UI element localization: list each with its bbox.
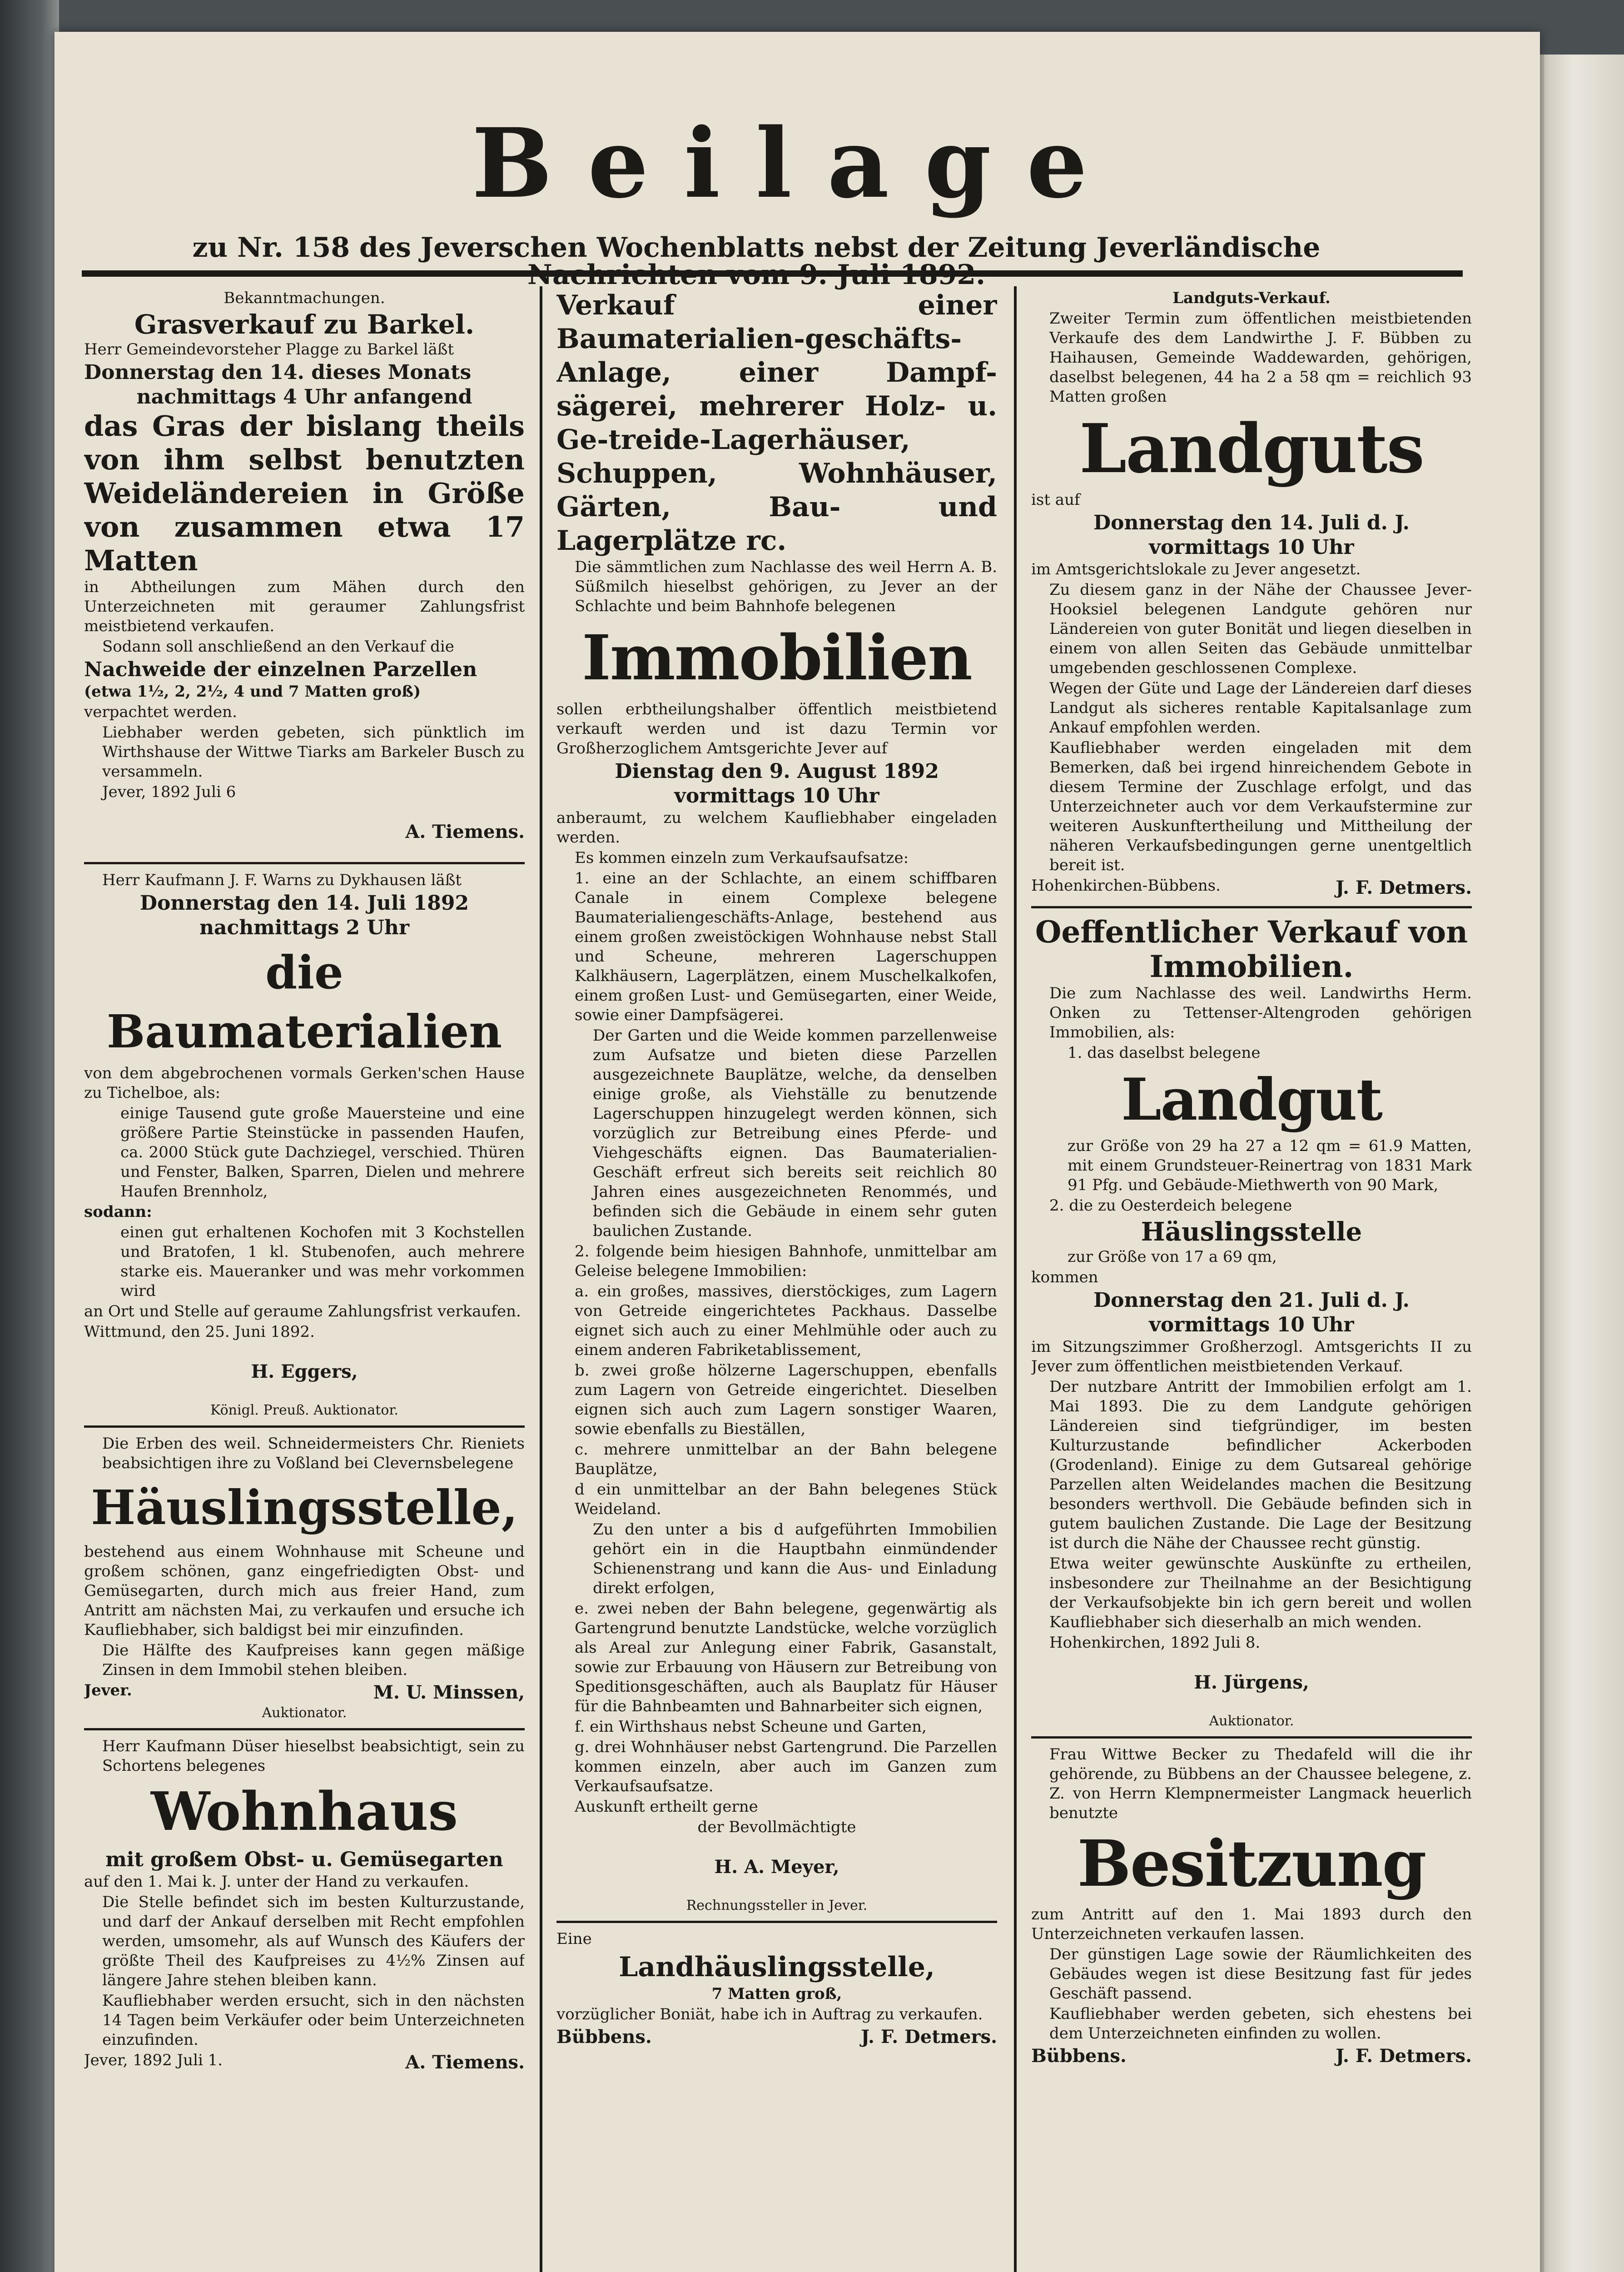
- ad-place-date: Jever, 1892 Juli 6: [102, 783, 236, 801]
- ad-big-title: Wohnhaus: [150, 1781, 458, 1843]
- ad-text: Zu diesem ganz in der Nähe der Chaussee Jever-Hooksiel belegenen Landgute gehören nur Ländereien von guter Bonität und liegen dieselben in einem von allen Seiten das Gebäude unmittelbar umgebenden geschlossenen Complexe.: [1049, 581, 1472, 677]
- ad-separator: [84, 1425, 525, 1428]
- ad-signature: A. Tiemens.: [405, 821, 525, 842]
- ad-besitzung: [1031, 1745, 1472, 2068]
- ad-signature-title: Auktionator.: [1209, 1713, 1294, 1729]
- ad-text: von dem abgebrochenen vormals Gerken'schen Hause zu Tichelboe, als:: [84, 1064, 525, 1102]
- ad-text: Die sämmtlichen zum Nachlasse des weil Herrn A. B. Süßmilch hieselbst gehörigen, zu Jever an der Schlachte und beim Bahnhofe belegenen: [575, 558, 997, 615]
- ad-text: Kaufliebhaber werden ersucht, sich in den nächsten 14 Tagen beim Verkäufer oder beim Unterzeichneten einzufinden.: [102, 1992, 525, 2049]
- ad-signature-line: [1031, 2044, 1472, 2068]
- ad-text: sodann:: [84, 1203, 152, 1221]
- ad-text: auf den 1. Mai k. J. unter der Hand zu verkaufen.: [84, 1873, 469, 1891]
- ad-text: in Abtheilungen zum Mähen durch den Unterzeichneten mit geraumer Zahlungsfrist meistbietend verkaufen.: [84, 578, 525, 635]
- newspaper-page: [55, 32, 1540, 2272]
- ad-immobilien-suessmilch: [556, 289, 997, 1914]
- masthead-title: Beilage: [472, 107, 1123, 219]
- ad-signature-title: Königl. Preuß. Auktionator.: [210, 1402, 398, 1418]
- ad-kicker: Landguts-Verkauf.: [1172, 289, 1331, 307]
- ad-text: Die Erben des weil. Schneidermeisters Chr. Rieniets beabsichtigen ihre zu Voßland bei Clevernsbelegene: [102, 1435, 525, 1472]
- ad-signature-line: [84, 2051, 525, 2074]
- ad-text: verpachtet werden.: [84, 703, 237, 721]
- ad-subtitle: Häuslingsstelle: [1141, 1217, 1362, 1247]
- ad-text: anberaumt, zu welchem Kaufliebhaber eingeladen werden.: [556, 809, 997, 847]
- ad-kicker: Eine: [556, 1930, 592, 1948]
- ad-list-item: d ein unmittelbar an der Bahn belegenes Stück Weideland.: [575, 1480, 997, 1518]
- ad-big-title: Besitzung: [1077, 1827, 1426, 1901]
- ad-landhaeuslingsstelle: [556, 1929, 997, 2049]
- ad-text: Herr Gemeindevorsteher Plagge zu Barkel läßt: [84, 340, 454, 359]
- ad-text: Die zum Nachlasse des weil. Landwirths Herm. Onken zu Tettenser-Altengroden gehörigen Immobilien, als:: [1049, 984, 1472, 1041]
- ad-list-item: a. ein großes, massives, dierstöckiges, zum Lagern von Getreide eingerichtetes Packhaus. Dasselbe eignet sich auch zu einer Mehlmühle oder auch zu einem anderen Fabriketablissement,: [575, 1282, 997, 1359]
- ad-place-date: Wittmund, den 25. Juni 1892.: [84, 1323, 315, 1341]
- column-1: [84, 289, 525, 2270]
- ad-time: vormittags 10 Uhr: [1149, 536, 1354, 559]
- ad-text: der Bevollmächtigte: [697, 1818, 856, 1836]
- ad-place: Jever.: [84, 1681, 132, 1699]
- column-divider-2: [1014, 286, 1017, 2272]
- ad-place: Hohenkirchen-Bübbens.: [1031, 877, 1221, 895]
- ad-text: im Sitzungszimmer Großherzogl. Amtsgerichts II zu Jever zum öffentlichen meistbietenden Verkauf.: [1031, 1338, 1472, 1375]
- ad-landguts-verkauf: [1031, 289, 1472, 900]
- ad-big-title: Landguts: [1079, 409, 1424, 488]
- ad-place-date: Hohenkirchen, 1892 Juli 8.: [1049, 1634, 1261, 1652]
- ad-text: Die Hälfte des Kaufpreises kann gegen mäßige Zinsen in dem Immobil stehen bleiben.: [102, 1641, 525, 1679]
- ad-text: Etwa weiter gewünschte Auskünfte zu ertheilen, insbesondere zur Theilnahme an der Besichtigung der Verkaufsobjekte bin ich gern bereit und wollen Kaufliebhaber sich dieserhalb an mich wenden.: [1049, 1555, 1472, 1631]
- ad-text: ist auf: [1031, 491, 1080, 509]
- ad-big-title: Landgut: [1121, 1066, 1382, 1133]
- ad-text: Es kommen einzeln zum Verkaufsaufsatze:: [575, 849, 909, 867]
- ad-place: Bübbens.: [556, 2026, 652, 2048]
- ad-signature: M. U. Minssen,: [373, 1682, 525, 1703]
- ad-signature-title: Auktionator.: [262, 1705, 347, 1721]
- ad-separator: [556, 1921, 997, 1923]
- ad-text: bestehend aus einem Wohnhause mit Scheune und großem schönen, ganz eingefriedigten Obst- und Gemüsegarten, durch mich aus freier Hand, zum Antritt am nächsten Mai, zu verkaufen und ersuche ich Kaufliebhaber, sich baldigst bei mir einzufinden.: [84, 1543, 525, 1639]
- ad-list-item: 1. eine an der Schlachte, an einem schiffbaren Canale in einem Complexe belegene Baumaterialiengeschäfts-Anlage, bestehend aus einem großen zweistöckigen Wohnhause nebst Stall und Scheune, mehreren Lagerschuppen Kalkhäusern, Lagerplätzen, einem Muschelkalkofen, einem großen Lust- und Gemüsegarten, einer Weide, sowie einer Dampfsägerei.: [575, 869, 997, 1024]
- ad-signature-line: [1031, 876, 1472, 900]
- ad-big-title: Häuslingsstelle,: [91, 1480, 518, 1535]
- ad-list-item: 2. folgende beim hiesigen Bahnhofe, unmittelbar am Geleise belegene Immobilien:: [575, 1242, 997, 1280]
- column-3: [1031, 289, 1472, 2270]
- masthead-rule: [82, 270, 1463, 277]
- masthead-subtitle: zu Nr. 158 des Jeverschen Wochenblatts nebst der Zeitung Jeverländische: [192, 232, 1321, 264]
- ad-date: Donnerstag den 21. Juli d. J.: [1093, 1289, 1410, 1312]
- ad-list-item: e. zwei neben der Bahn belegene, gegenwärtig als Gartengrund benutzte Landstücke, welche vorzüglich als Areal zur Anlegung einer Fabrik, Gasanstalt, sowie zur Erbauung von Häusern zur Betreibung von Speditionsgeschäften, auch als Bauplatz für Häuser für die Bahnbeamten und Bahnarbeiter sich eignen,: [575, 1599, 997, 1715]
- ad-date: Donnerstag den 14. Juli 1892: [139, 892, 469, 915]
- ad-text: Kaufliebhaber werden gebeten, sich ehestens bei dem Unterzeichneten einfinden zu wollen.: [1049, 2005, 1472, 2043]
- ad-signature: J. F. Detmers.: [1336, 2045, 1472, 2067]
- page-edge-right: [1540, 55, 1624, 2272]
- ad-main-text: das Gras der bislang theils von ihm selbst benutzten Weideländereien in Größe von zusammen etwa 17 Matten: [84, 409, 525, 577]
- ad-text: an Ort und Stelle auf geraume Zahlungsfrist verkaufen.: [84, 1302, 521, 1320]
- ad-separator: [1031, 906, 1472, 908]
- ad-signature: H. Jürgens,: [1194, 1672, 1309, 1693]
- ad-text: Zweiter Termin zum öffentlichen meistbietenden Verkaufe des dem Landwirthe J. F. Bübben zu Haihausen, Gemeinde Waddewarden, gehörigen, daselbst belegenen, 44 ha 2 a 58 qm = reichlich 93 Matten großen: [1049, 309, 1472, 406]
- ad-text: Herr Kaufmann Düser hieselbst beabsichtigt, sein zu Schortens belegenes: [102, 1737, 525, 1775]
- ad-subtitle: mit großem Obst- u. Gemüsegarten: [105, 1848, 503, 1871]
- ad-list-item: Zu den unter a bis d aufgeführten Immobilien gehört ein in die Hauptbahn einmündender Schienenstrang und kann die Aus- und Einladung direkt erfolgen,: [593, 1520, 997, 1597]
- ad-list-item: b. zwei große hölzerne Lagerschuppen, ebenfalls zum Lagern von Getreide eingerichtet. Dieselben eignen sich auch zum Lagern sonstiger Waaren, sowie ebenfalls zu Bieställen,: [575, 1361, 997, 1438]
- ad-time: nachmittags 2 Uhr: [199, 916, 410, 939]
- ad-signature: H. A. Meyer,: [714, 1856, 839, 1878]
- ad-signature: J. F. Detmers.: [1336, 877, 1472, 898]
- ad-place: Bübbens.: [1031, 2045, 1127, 2067]
- ad-kicker: Bekanntmachungen.: [223, 289, 385, 307]
- ad-haeuslingsstelle: [84, 1434, 525, 1722]
- ad-signature: J. F. Detmers.: [861, 2026, 997, 2048]
- ad-big-title: die Baumaterialien: [106, 946, 502, 1058]
- ad-time: vormittags 10 Uhr: [674, 784, 879, 807]
- ad-big-title: Landhäuslingsstelle,: [619, 1951, 935, 1983]
- ad-heading: Verkauf einer Baumaterialien-geschäfts-Anlage, einer Dampf-sägerei, mehrerer Holz- u. Ge-treide-Lagerhäuser, Schuppen, Wohnhäuser, Gärten, Bau- und Lagerplätze rc.: [556, 289, 997, 557]
- ad-heading: Oeffentlicher Verkauf von Immobilien.: [1035, 914, 1468, 984]
- ad-text: Herr Kaufmann J. F. Warns zu Dykhausen läßt: [102, 871, 462, 889]
- ad-big-title: Immobilien: [582, 622, 972, 694]
- ad-list-item: f. ein Wirthshaus nebst Scheune und Garten,: [575, 1718, 927, 1736]
- ad-text: Auskunft ertheilt gerne: [575, 1798, 758, 1816]
- ad-text: 1. das daselbst belegene: [1068, 1044, 1261, 1062]
- ad-date: Donnerstag den 14. Juli d. J.: [1093, 511, 1410, 534]
- ad-separator: [1031, 1736, 1472, 1739]
- ad-signature-line: [556, 2025, 997, 2049]
- ad-signature: H. Eggers,: [251, 1361, 358, 1382]
- column-divider-1: [540, 286, 542, 2272]
- column-2: [556, 289, 997, 2270]
- ad-text: einige Tausend gute große Mauersteine und eine größere Partie Steinstücke in passenden Haufen, ca. 2000 Stück gute Dachziegel, verschied. Thüren und Fenster, Balken, Sparren, Dielen und mehrere Haufen Brennholz,: [120, 1104, 525, 1201]
- ad-text: vorzüglicher Boniät, habe ich in Auftrag zu verkaufen.: [556, 2005, 983, 2023]
- ad-emphasis: (etwa 1½, 2, 2½, 4 und 7 Matten groß): [84, 683, 421, 701]
- ad-text: zur Größe von 29 ha 27 a 12 qm = 61.9 Matten, mit einem Grundsteuer-Reinertrag von 1831 Mark 91 Pfg. und Gebäude-Miethwerth von 90 Mark,: [1068, 1137, 1472, 1194]
- ad-signature-line: [84, 1681, 525, 1704]
- ad-time: vormittags 10 Uhr: [1149, 1313, 1354, 1336]
- ad-text: Der nutzbare Antritt der Immobilien erfolgt am 1. Mai 1893. Die zu dem Landgute gehörigen Ländereien sind tiefgründiger, im besten Kulturzustande befindlicher Ackerboden (Grodenland). Einige zu dem Gutsareal gehörige Parzellen alten Weidelandes machen die Besitzung besonders werthvoll. Die Gebäude befinden sich in gutem baulichen Zustande. Die Lage der Besitzung ist durch die Nähe der Chaussee recht günstig.: [1049, 1378, 1472, 1552]
- scan-background-left: [0, 0, 59, 2272]
- ad-signature: A. Tiemens.: [405, 2052, 525, 2073]
- ad-text: Liebhaber werden gebeten, sich pünktlich im Wirthshause der Wittwe Tiarks am Barkeler Busch zu versammeln.: [102, 723, 525, 781]
- ad-list-item: g. drei Wohnhäuser nebst Gartengrund. Die Parzellen kommen einzeln, aber auch im Ganzen zum Verkaufsaufsatze.: [575, 1738, 997, 1795]
- ad-baumaterialien: [84, 871, 525, 1419]
- ad-text: Frau Wittwe Becker zu Thedafeld will die ihr gehörende, zu Bübbens an der Chaussee belegene, z. Z. von Herrn Klempnermeister Langmack heuerlich benutzte: [1049, 1745, 1472, 1822]
- ad-list-item: c. mehrere unmittelbar an der Bahn belegene Bauplätze,: [575, 1440, 997, 1478]
- ad-separator: [84, 862, 525, 864]
- ad-text: Sodann soll anschließend an den Verkauf die: [102, 638, 454, 656]
- ad-text: Die Stelle befindet sich im besten Kulturzustande, und darf der Ankauf derselben mit Recht empfohlen werden, umsomehr, als auf Wunsch des Käufers der größte Theil des Kaufpreises zu 4½% Zinsen auf längere Jahre stehen bleiben kann.: [102, 1893, 525, 1989]
- ad-text: Wegen der Güte und Lage der Ländereien darf dieses Landgut als sicheres rentable Kapitalsanlage zum Ankauf empfohlen werden.: [1049, 679, 1472, 737]
- ad-text: 2. die zu Oesterdeich belegene: [1049, 1196, 1292, 1215]
- ad-text: kommen: [1031, 1268, 1098, 1286]
- ad-text: einen gut erhaltenen Kochofen mit 3 Kochstellen und Bratofen, 1 kl. Stubenofen, auch mehrere starke eis. Maueranker und was mehr vorkommen wird: [120, 1223, 525, 1300]
- ad-date: Dienstag den 9. August 1892: [615, 760, 939, 783]
- ad-wohnhaus: [84, 1737, 525, 2074]
- ad-text: Der günstigen Lage sowie der Räumlichkeiten des Gebäudes wegen ist diese Besitzung fast für jedes Geschäft passend.: [1049, 1945, 1472, 2003]
- ad-time: nachmittags 4 Uhr anfangend: [136, 385, 472, 409]
- ad-text: 7 Matten groß,: [711, 1985, 842, 2003]
- ad-text: zum Antritt auf den 1. Mai 1893 durch den Unterzeichneten verkaufen lassen.: [1031, 1905, 1472, 1943]
- ad-date: Donnerstag den 14. dieses Monats: [84, 361, 472, 384]
- ad-signature-title: Rechnungssteller in Jever.: [686, 1898, 868, 1913]
- ad-text: im Amtsgerichtslokale zu Jever angesetzt.: [1031, 560, 1361, 578]
- ad-grasverkauf: [84, 289, 525, 844]
- ad-oeffentlicher-verkauf: [1031, 915, 1472, 1730]
- ad-list-item: Der Garten und die Weide kommen parzellenweise zum Aufsatze und bieten diese Parzellen ausgezeichnete Bauplätze, welche, da denselben einige große, als Viehställe zu benutzende Lagerschuppen hinzugelegt werden können, sich vorzüglich zur Betreibung eines Pferde- und Viehgeschäfts eignen. Das Baumaterialien-Geschäft erfreut sich bereits seit reichlich 80 Jahren eines ausgezeichneten Renommés, und befinden sich die Gebäude in einem sehr guten baulichen Zustande.: [593, 1026, 997, 1240]
- ad-separator: [84, 1728, 525, 1730]
- ad-heading: Grasverkauf zu Barkel.: [134, 309, 475, 340]
- ad-text: Kaufliebhaber werden eingeladen mit dem Bemerken, daß bei irgend hinreichendem Gebote in diesem Termine der Zuschlage erfolgt, und das Unterzeichneter auch vor dem Verkaufstermine zur weiteren Auskunftertheilung und Mittheilung der näheren Verkaufsbedingungen gerne unentgeltlich bereit ist.: [1049, 739, 1472, 874]
- ad-place-date: Jever, 1892 Juli 1.: [84, 2051, 223, 2069]
- ad-text: sollen erbtheilungshalber öffentlich meistbietend verkauft werden und ist dazu Termin vor Großherzoglichem Amtsgerichte Jever auf: [556, 700, 997, 757]
- ad-emphasis: Nachweide der einzelnen Parzellen: [84, 658, 477, 681]
- ad-text: zur Größe von 17 a 69 qm,: [1068, 1248, 1277, 1266]
